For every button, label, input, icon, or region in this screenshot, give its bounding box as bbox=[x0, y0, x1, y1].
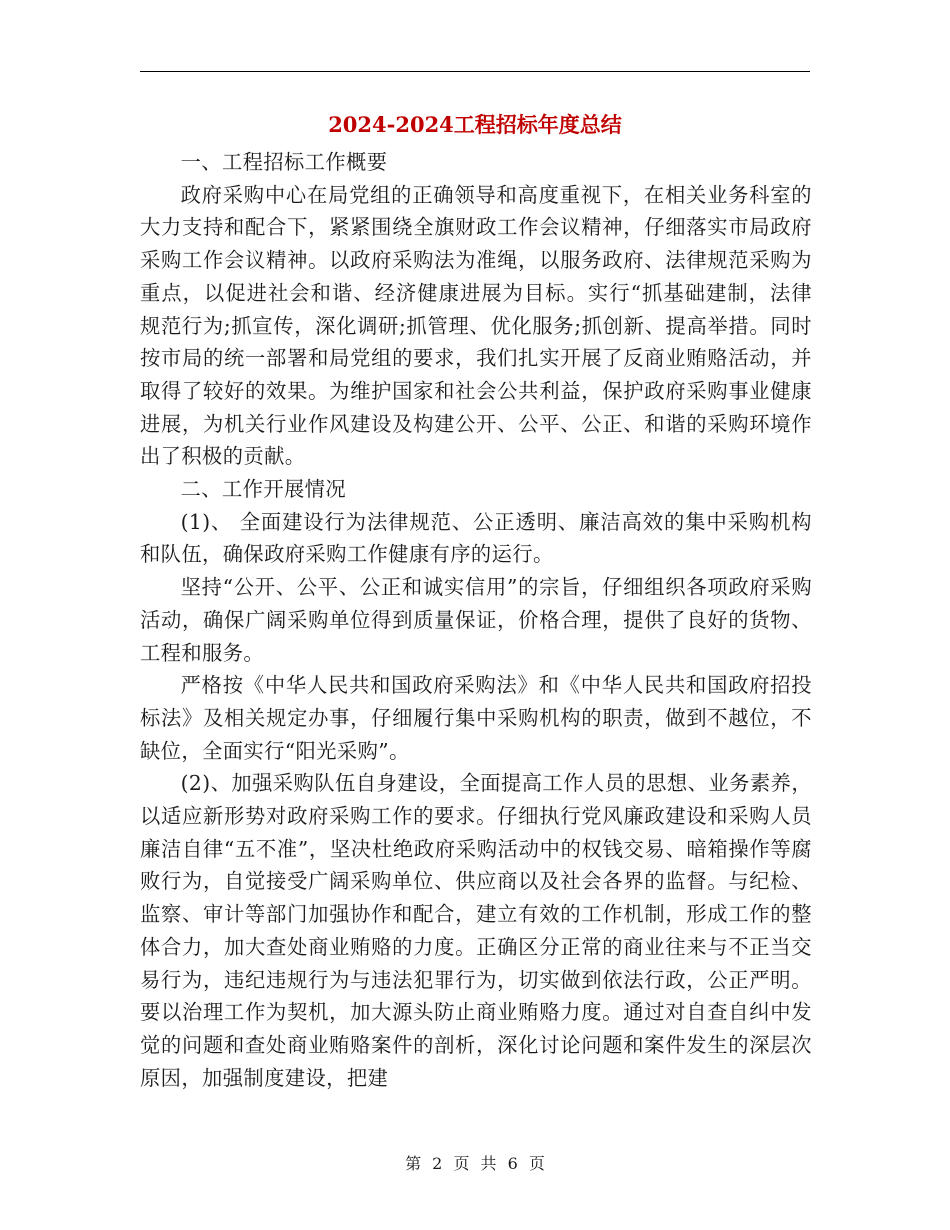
document-title: 2024-2024工程招标年度总结 bbox=[328, 112, 622, 137]
document-body bbox=[140, 146, 812, 1094]
body-paragraph: (2)、加强采购队伍自身建设，全面提高工作人员的思想、业务素养，以适应新形势对政府采购工作的要求。仔细执行党风廉政建设和采购人员廉洁自律“五不准”，坚决杜绝政府采购活动中的权钱交易、暗箱操作等腐败行为，自觉接受广阔采购单位、供应商以及社会各界的监督。与纪检、监察、审计等部门加强协作和配合，建立有效的工作机制，形成工作的整体合力，加大查处商业贿赂的力度。正确区分正常的商业往来与不正当交易行为，违纪违规行为与违法犯罪行为，切实做到依法行政，公正严明。要以治理工作为契机，加大源头防止商业贿赂力度。通过对自查自纠中发觉的问题和查处商业贿赂案件的剖析，深化讨论问题和案件发生的深层次原因，加强制度建设，把建 bbox=[140, 771, 812, 1090]
header-rule bbox=[140, 71, 810, 72]
section-heading: 一、工程招标工作概要 bbox=[180, 150, 388, 174]
section-heading: 二、工作开展情况 bbox=[180, 477, 347, 502]
body-paragraph: 政府采购中心在局党组的正确领导和高度重视下，在相关业务科室的大力支持和配合下，紧紧围绕全旗财政工作会议精神，仔细落实市局政府采购工作会议精神。以政府采购法为准绳，以服务政府、法律规范采购为重点，以促进社会和谐、经济健康进展为目标。实行“抓基础建制，法律规范行为;抓宣传，深化调研;抓管理、优化服务;抓创新、提高举措。同时按市局的统一部署和局党组的要求，我们扎实开展了反商业贿赂活动，并取得了较好的效果。为维护国家和社会公共利益，保护政府采购事业健康进展，为机关行业作风建设及构建公开、公平、公正、和谐的采购环境作出了积极的贡献。 bbox=[140, 182, 812, 469]
body-paragraph: 坚持“公开、公平、公正和诚实信用”的宗旨，仔细组织各项政府采购活动，确保广阔采购单位得到质量保证，价格合理，提供了良好的货物、工程和服务。 bbox=[140, 575, 812, 665]
page-number-footer: 第 2 页 共 6 页 bbox=[405, 1154, 545, 1173]
body-paragraph: (1)、 全面建设行为法律规范、公正透明、廉洁高效的集中采购机构和队伍，确保政府采购工作健康有序的运行。 bbox=[140, 509, 812, 567]
body-paragraph: 严格按《中华人民共和国政府采购法》和《中华人民共和国政府招投标法》及相关规定办事，仔细履行集中采购机构的职责，做到不越位，不缺位，全面实行“阳光采购”。 bbox=[140, 673, 812, 763]
